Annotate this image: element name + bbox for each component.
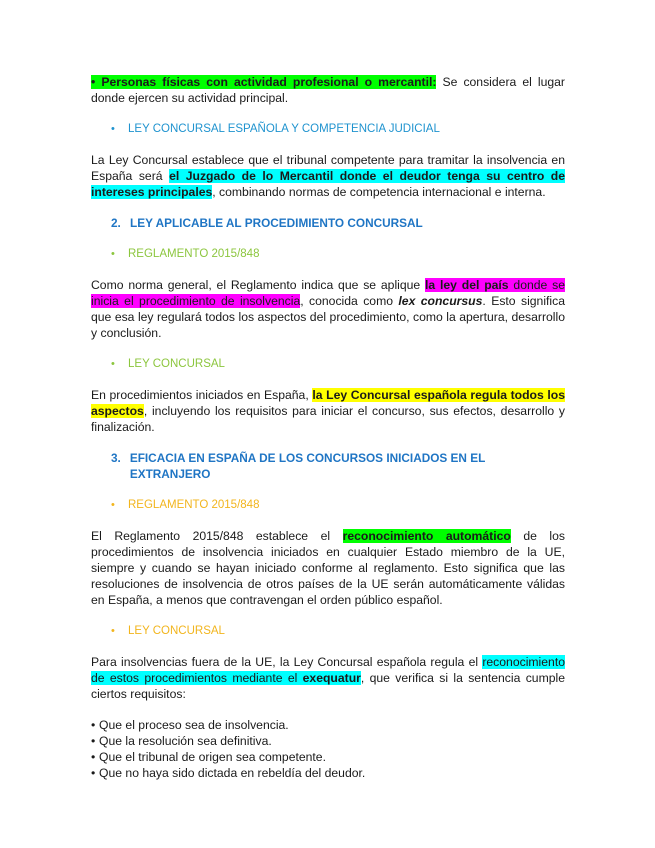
bullet-icon: •: [111, 625, 115, 637]
paragraph-lex-concursus: Como norma general, el Reglamento indica que se aplique la ley del país donde se inicia el procedimiento de insolvencia, conocida como lex concursus. Esto significa que esa ley regulará todos los aspectos del procedimiento, como la apertura, desarrollo y conclusión.: [91, 278, 566, 340]
subheading-ley-concursal-competencia: • LEY CONCURSAL ESPAÑOLA Y COMPETENCIA JUDICIAL: [111, 123, 440, 135]
subheading-reglamento-2: • REGLAMENTO 2015/848: [111, 499, 260, 511]
list-item: • Que el proceso sea de insolvencia.: [91, 718, 289, 732]
highlight-juzgado-mercantil: el Juzgado de lo Mercantil donde el deudor tenga su centro de intereses principales: [91, 169, 565, 199]
bullet-icon: •: [111, 499, 115, 511]
bullet-icon: •: [91, 750, 96, 764]
subheading-reglamento-1: • REGLAMENTO 2015/848: [111, 248, 260, 260]
section-heading-eficacia: 3. EFICACIA EN ESPAÑA DE LOS CONCURSOS INICIADOS EN EL EXTRANJERO: [111, 451, 486, 481]
bullet-icon: •: [91, 766, 96, 780]
bullet-icon: •: [111, 358, 115, 370]
bullet-icon: •: [111, 123, 115, 135]
list-item: • Que no haya sido dictada en rebeldía del deudor.: [91, 766, 366, 780]
highlight-ley-del-pais: la ley del país: [425, 278, 509, 292]
bullet-icon: •: [91, 734, 96, 748]
paragraph-reconocimiento: El Reglamento 2015/848 establece el reconocimiento automático de los procedimientos de insolvencia iniciados en cualquier Estado miembro de la UE, siempre y cuando se hayan iniciado conforme al reglamento. Esto significa que las resoluciones de insolvencia de otros países de la UE serán automáticamente válidas en España, a menos que contravengan el orden público español.: [91, 529, 565, 607]
paragraph-personas-fisicas: • Personas físicas con actividad profesional o mercantil: Se considera el lugar donde ejercen su actividad principal.: [91, 75, 565, 105]
paragraph-exequatur: Para insolvencias fuera de la UE, la Ley Concursal española regula el reconocimiento de estos procedimientos mediante el exequatur, que verifica si la sentencia cumple ciertos requisitos:: [91, 655, 566, 701]
term-lex-concursus: lex concursus: [398, 294, 483, 308]
subheading-ley-concursal-1: • LEY CONCURSAL: [111, 358, 225, 370]
bullet-icon: •: [111, 248, 115, 260]
paragraph-competencia: La Ley Concursal establece que el tribunal competente para tramitar la insolvencia en España será el Juzgado de lo Mercantil donde el deudor tenga su centro de intereses principales, combinando normas de competencia internacional e interna.: [91, 153, 565, 199]
list-item: • Que la resolución sea definitiva.: [91, 734, 272, 748]
requirements-list: [91, 717, 565, 781]
bullet-icon: •: [91, 718, 96, 732]
list-item: • Que el tribunal de origen sea competente.: [91, 750, 326, 764]
highlight-reconocimiento-automatico: reconocimiento automático: [342, 529, 511, 543]
highlight-ley-concursal-regula: la Ley Concursal española regula todos los aspectos: [91, 388, 565, 418]
paragraph-espana: En procedimientos iniciados en España, la Ley Concursal española regula todos los aspectos, incluyendo los requisitos para iniciar el concurso, sus efectos, desarrollo y finalización.: [91, 388, 565, 434]
subheading-ley-concursal-2: • LEY CONCURSAL: [111, 625, 225, 637]
document-body: [91, 74, 565, 781]
highlight-exequatur: exequatur: [302, 671, 361, 685]
highlight-personas-fisicas: • Personas físicas con actividad profesional o mercantil:: [91, 75, 437, 89]
section-heading-ley-aplicable: 2. LEY APLICABLE AL PROCEDIMIENTO CONCURSAL: [111, 216, 423, 230]
